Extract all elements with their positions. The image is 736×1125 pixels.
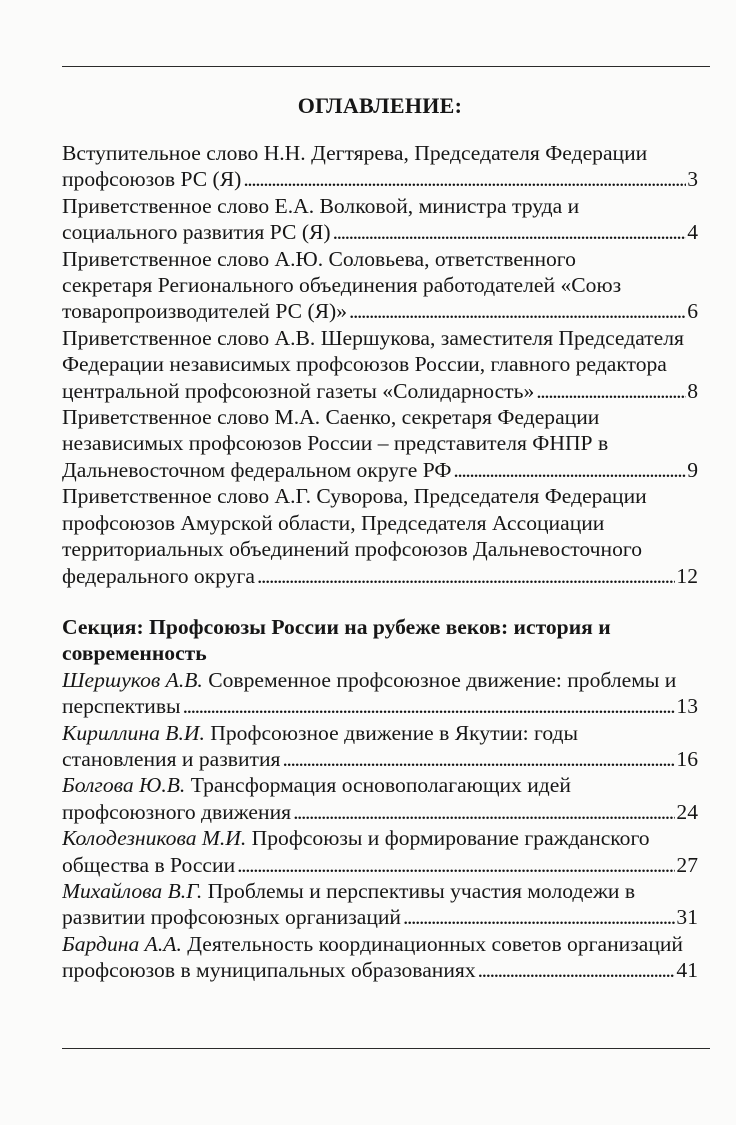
toc-entry[interactable] xyxy=(62,193,698,246)
page-number: 24 xyxy=(676,799,698,824)
entry-title-line: секретаря Регионального объединения работодателей «Союз xyxy=(62,273,622,298)
dot-leader xyxy=(453,457,686,483)
dot-leader xyxy=(282,746,675,772)
entry-title: Современное профсоюзное движение: проблемы и xyxy=(202,667,677,692)
toc-entry[interactable] xyxy=(62,483,698,589)
top-rule xyxy=(62,66,710,67)
page-number: 31 xyxy=(676,905,698,930)
entry-title-line: Приветственное слово А.Ю. Соловьева, ответственного xyxy=(62,246,576,271)
entry-author: Кириллина В.И. xyxy=(62,720,205,745)
entry-title-line: профсоюзного движения xyxy=(62,799,292,824)
entry-title-line: становления и развития xyxy=(62,746,281,771)
page-number: 41 xyxy=(676,958,698,983)
entry-title-line: Дальневосточном федеральном округе РФ xyxy=(62,457,452,482)
toc-entry[interactable] xyxy=(62,720,698,773)
entry-title-line: перспективы xyxy=(62,694,181,719)
entry-title-line xyxy=(62,878,698,904)
entry-title-line: территориальных объединений профсоюзов Дальневосточного xyxy=(62,537,642,562)
entry-title-line xyxy=(62,772,698,798)
entry-title: Трансформация основополагающих идей xyxy=(185,773,571,798)
entry-author: Шершуков А.В. xyxy=(62,667,203,692)
dot-leader xyxy=(243,166,686,192)
entry-title: Профсоюзное движение в Якутии: годы xyxy=(204,720,579,745)
toc-entry[interactable] xyxy=(62,404,698,483)
page-number: 6 xyxy=(687,299,698,324)
section-heading-line: Секция: Профсоюзы России на рубеже веков: история и xyxy=(62,614,611,639)
entry-title: Профсоюзы и формирование гражданского xyxy=(246,826,650,851)
table-of-contents xyxy=(62,93,698,984)
page-number: 13 xyxy=(676,694,698,719)
entry-title-line: профсоюзов Амурской области, Председателя Ассоциации xyxy=(62,510,605,535)
entry-title-line: Приветственное слово Е.А. Волковой, министра труда и xyxy=(62,193,580,218)
page-number: 4 xyxy=(687,220,698,245)
entry-title-line xyxy=(62,720,698,746)
toc-entry[interactable] xyxy=(62,931,698,984)
entry-title-line: федерального округа xyxy=(62,563,255,588)
entry-title: Деятельность координационных советов организаций xyxy=(181,931,683,956)
dot-leader xyxy=(478,957,676,983)
entry-title-line: общества в России xyxy=(62,852,236,877)
section-heading-line: современность xyxy=(62,641,207,666)
entry-title-line: профсоюзов РС (Я) xyxy=(62,167,242,192)
entry-title-line xyxy=(62,931,698,957)
entry-title-line: Федерации независимых профсоюзов России, главного редактора xyxy=(62,352,667,377)
entry-title-line xyxy=(62,825,698,851)
toc-entry[interactable] xyxy=(62,772,698,825)
dot-leader xyxy=(293,799,675,825)
dot-leader xyxy=(237,852,675,878)
dot-leader xyxy=(536,378,686,404)
dot-leader xyxy=(349,298,686,324)
toc-entry[interactable] xyxy=(62,878,698,931)
toc-entry[interactable] xyxy=(62,325,698,404)
entry-author: Бардина А.А. xyxy=(62,931,182,956)
toc-entry[interactable] xyxy=(62,667,698,720)
entry-title-line: Приветственное слово М.А. Саенко, секретаря Федерации xyxy=(62,405,600,430)
entry-title-line: Приветственное слово А.Г. Суворова, Председателя Федерации xyxy=(62,484,647,509)
entry-author: Колодезникова М.И. xyxy=(62,826,247,851)
dot-leader xyxy=(333,219,687,245)
page-number: 3 xyxy=(687,167,698,192)
entry-title-line: Вступительное слово Н.Н. Дегтярева, Председателя Федерации xyxy=(62,141,648,165)
entry-author: Болгова Ю.В. xyxy=(62,773,186,798)
toc-entry[interactable] xyxy=(62,246,698,325)
dot-leader xyxy=(257,563,675,589)
page-title: ОГЛАВЛЕНИЕ: xyxy=(297,93,463,118)
entry-author: Михайлова В.Г. xyxy=(62,878,203,903)
dot-leader xyxy=(183,693,676,719)
page-number: 8 xyxy=(687,378,698,403)
toc-entry[interactable] xyxy=(62,140,698,193)
page-number: 27 xyxy=(676,852,698,877)
toc-entry[interactable] xyxy=(62,825,698,878)
section-heading xyxy=(62,614,698,667)
page-number: 12 xyxy=(676,563,698,588)
entry-title: Проблемы и перспективы участия молодежи в xyxy=(202,878,636,903)
page-number: 16 xyxy=(676,746,698,771)
dot-leader xyxy=(403,904,675,930)
entry-title-line: товаропроизводителей РС (Я)» xyxy=(62,299,348,324)
entry-title-line xyxy=(62,667,698,693)
page-number: 9 xyxy=(687,457,698,482)
entry-title-line: центральной профсоюзной газеты «Солидарность» xyxy=(62,378,535,403)
entry-title-line: независимых профсоюзов России – представителя ФНПР в xyxy=(62,431,609,456)
entry-title-line: Приветственное слово А.В. Шершукова, заместителя Председателя xyxy=(62,325,684,350)
bottom-rule xyxy=(62,1048,710,1049)
entry-title-line: социального развития РС (Я) xyxy=(62,220,331,245)
entry-title-line: развитии профсоюзных организаций xyxy=(62,905,401,930)
entry-title-line: профсоюзов в муниципальных образованиях xyxy=(62,958,476,983)
